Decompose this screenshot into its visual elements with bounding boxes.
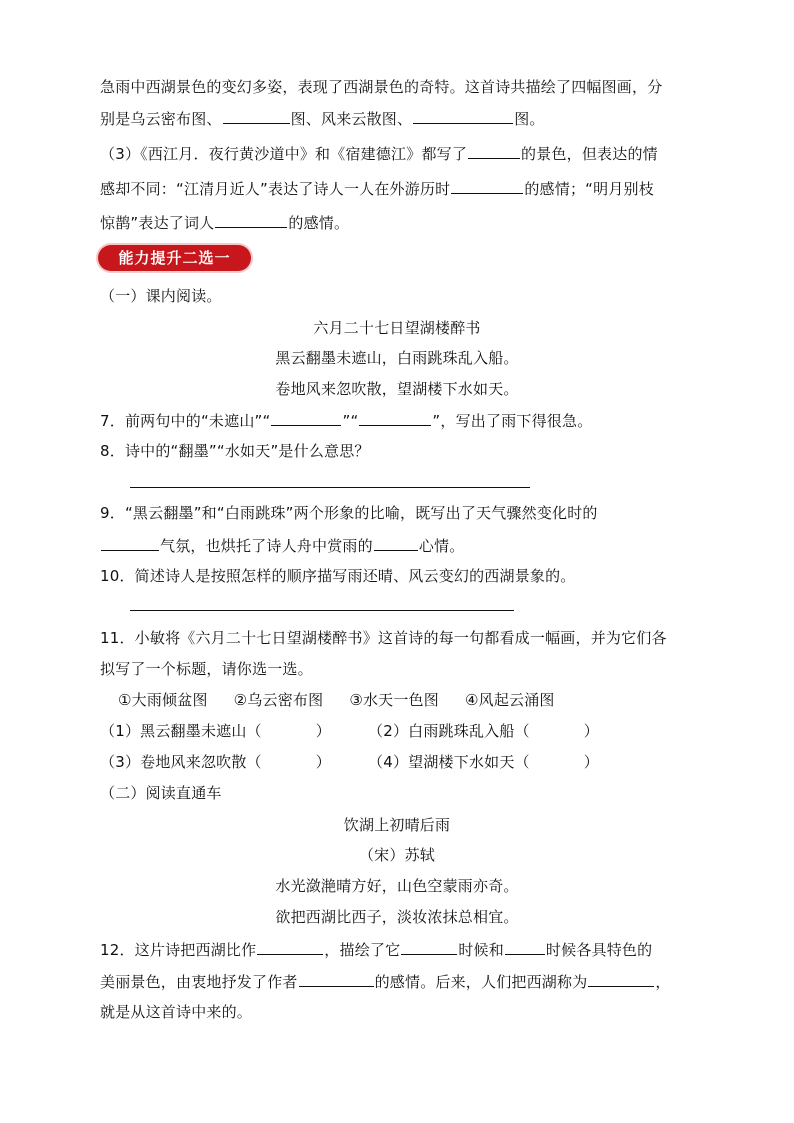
section-banner: 能力提升二选一 <box>98 245 251 271</box>
fill-blank[interactable] <box>257 939 323 955</box>
question-12-line3: 就是从这首诗中来的。 <box>100 1003 253 1021</box>
text-line: 惊鹊”表达了词人 的感情。 <box>100 214 350 232</box>
question-11-line2: 拟写了一个标题，请你选一选。 <box>100 660 313 678</box>
answer-line[interactable] <box>130 487 530 488</box>
fill-blank[interactable] <box>215 212 287 228</box>
fill-blank[interactable] <box>451 178 523 194</box>
text-line: 感却不同：“江清月近人”表达了诗人一人在外游历时 的感情；“明月别枝 <box>100 180 654 198</box>
poem-line: 卷地风来忽吹散，望湖楼下水如天。 <box>275 380 519 398</box>
fill-blank[interactable] <box>101 535 159 551</box>
match-item-2: （2）白雨跳珠乱入船（ ） <box>368 722 599 740</box>
question-12-line2: 美丽景色，由衷地抒发了作者 的感情。后来，人们把西湖称为 ， <box>100 973 671 991</box>
text-line: （3）《西江月．夜行黄沙道中》和《宿建德江》都写了 的景色，但表达的情 <box>100 145 658 163</box>
part-heading: （一）课内阅读。 <box>100 287 222 305</box>
fill-blank[interactable] <box>223 108 290 124</box>
answer-line[interactable] <box>130 610 514 611</box>
fill-blank[interactable] <box>271 410 341 426</box>
question-8: 8．诗中的“翻墨”“水如天”是什么意思？ <box>100 442 370 460</box>
question-10: 10．简述诗人是按照怎样的顺序描写雨还晴、风云变幻的西湖景象的。 <box>100 567 576 585</box>
text-line: 急雨中西湖景色的变幻多姿，表现了西湖景色的奇特。这首诗共描绘了四幅图画，分 <box>100 78 663 96</box>
question-9: 9．“黑云翻墨”和“白雨跳珠”两个形象的比喻，既写出了天气骤然变化时的 <box>100 504 598 522</box>
option-1: ①大雨倾盆图 <box>118 691 208 709</box>
poem-title: 饮湖上初晴后雨 <box>343 816 451 834</box>
question-12: 12．这片诗把西湖比作 ，描绘了它 时候和 时候各具特色的 <box>100 941 653 959</box>
match-item-1: （1）黑云翻墨未遮山（ ） <box>100 722 331 740</box>
question-9-line2: 气氛，也烘托了诗人舟中赏雨的 心情。 <box>100 535 464 556</box>
part-heading: （二）阅读直通车 <box>100 784 222 802</box>
text-line: 别是乌云密布图、 图、风来云散图、 图。 <box>100 110 545 128</box>
fill-blank[interactable] <box>299 971 374 987</box>
option-list <box>118 690 581 710</box>
question-7: 7．前两句中的“未遮山”“ ”“ ”，写出了雨下得很急。 <box>100 412 593 430</box>
fill-blank[interactable] <box>413 108 513 124</box>
question-11: 11．小敏将《六月二十七日望湖楼醉书》这首诗的每一句都看成一幅画，并为它们各 <box>100 629 667 647</box>
option-3: ③水天一色图 <box>349 691 439 709</box>
fill-blank[interactable] <box>359 410 431 426</box>
fill-blank[interactable] <box>401 939 457 955</box>
poem-line: 欲把西湖比西子，淡妆浓抹总相宜。 <box>275 908 519 926</box>
poem-line: 水光潋滟晴方好，山色空蒙雨亦奇。 <box>275 877 519 895</box>
match-item-3: （3）卷地风来忽吹散（ ） <box>100 753 331 771</box>
poem-line: 黑云翻墨未遮山，白雨跳珠乱入船。 <box>275 349 519 367</box>
option-4: ④风起云涌图 <box>464 691 555 709</box>
fill-blank[interactable] <box>468 143 520 159</box>
fill-blank[interactable] <box>588 971 654 987</box>
match-item-4: （4）望湖楼下水如天（ ） <box>368 753 599 771</box>
fill-blank[interactable] <box>374 535 418 551</box>
poem-author: （宋）苏轼 <box>358 846 435 864</box>
poem-title: 六月二十七日望湖楼醉书 <box>313 319 481 337</box>
fill-blank[interactable] <box>505 939 545 955</box>
option-2: ②乌云密布图 <box>233 691 324 709</box>
